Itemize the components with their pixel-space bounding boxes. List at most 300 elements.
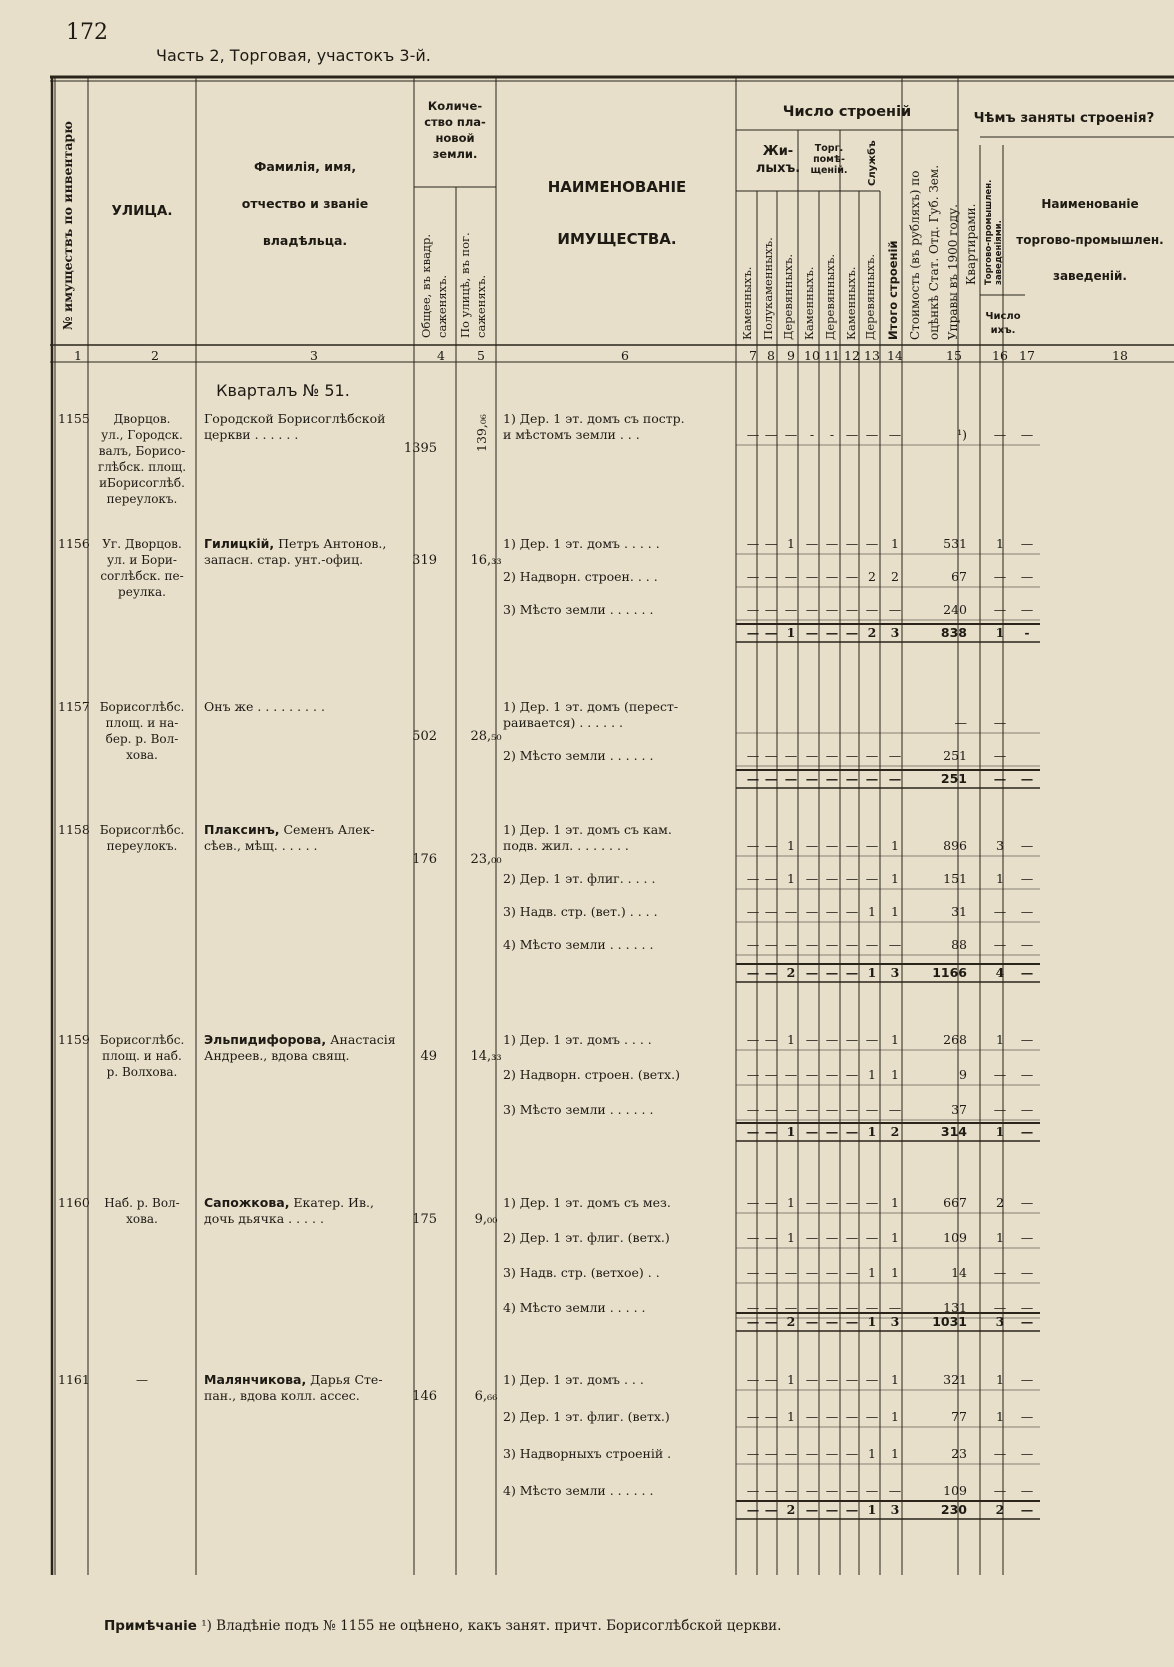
item-name: 4) Мѣсто земли . . . . . . xyxy=(503,937,654,952)
record-owner: пан., вдова колл. ассес. xyxy=(204,1388,360,1403)
item-cell: 1 xyxy=(891,1230,899,1245)
item-cell: — xyxy=(764,748,778,763)
item-cell: — xyxy=(845,1102,859,1117)
total-cell: — xyxy=(993,771,1007,786)
record-area: 502 xyxy=(412,729,437,744)
item-cell: — xyxy=(764,1265,778,1280)
item-cell: — xyxy=(993,1102,1007,1117)
item-cell: — xyxy=(784,1446,798,1461)
record-street: Борисоглѣбс. xyxy=(99,700,185,714)
total-cell: 3 xyxy=(890,1502,900,1517)
total-cell: — xyxy=(888,771,902,786)
item-cell: — xyxy=(865,937,879,952)
total-cell: — xyxy=(746,1314,760,1329)
item-cell: ¹) xyxy=(957,427,967,442)
item-name: 2) Дер. 1 эт. флиг. (ветх.) xyxy=(503,1230,670,1245)
item-cell: — xyxy=(865,838,879,853)
record-street: Уг. Дворцов. xyxy=(102,537,182,551)
header-torg: помѣ- xyxy=(813,154,845,165)
total-cell: 1 xyxy=(995,1124,1005,1139)
item-cell: — xyxy=(845,1446,859,1461)
item-name: 4) Мѣсто земли . . . . . xyxy=(503,1300,646,1315)
total-cell: — xyxy=(805,1502,819,1517)
item-cell: — xyxy=(805,602,819,617)
item-cell: — xyxy=(764,1483,778,1498)
total-cell: 2 xyxy=(890,1124,900,1139)
item-cell: — xyxy=(825,569,839,584)
item-cell: 2 xyxy=(891,569,899,584)
total-cell: — xyxy=(805,1314,819,1329)
item-cell: — xyxy=(746,427,760,442)
record-owner: дочь дьячка . . . . . xyxy=(204,1211,324,1226)
header-c15: оцѣнкѣ Стат. Отд. Губ. Зем. xyxy=(927,164,941,340)
item-cell: 1 xyxy=(891,1265,899,1280)
record-owner: Сапожкова, Екатер. Ив., xyxy=(204,1195,374,1210)
item-cell: — xyxy=(764,569,778,584)
item-cell: — xyxy=(746,1372,760,1387)
item-cell: — xyxy=(993,1483,1007,1498)
item-cell: — xyxy=(1020,1372,1034,1387)
record-street: соглѣбск. пе- xyxy=(100,569,184,583)
item-cell: — xyxy=(1020,1102,1034,1117)
header-torg: щеній. xyxy=(810,165,848,176)
total-cell: — xyxy=(764,625,778,640)
total-cell: — xyxy=(845,771,859,786)
total-cell: 1 xyxy=(867,965,877,980)
total-cell: — xyxy=(764,1502,778,1517)
item-cell: — xyxy=(825,1409,839,1424)
item-cell: — xyxy=(993,1067,1007,1082)
item-cell: — xyxy=(865,536,879,551)
item-cell: — xyxy=(764,536,778,551)
item-cell: 1 xyxy=(891,1195,899,1210)
item-cell: 77 xyxy=(951,1409,967,1424)
item-cell: — xyxy=(746,1032,760,1047)
item-cell: — xyxy=(784,602,798,617)
item-cell: 1 xyxy=(891,871,899,886)
record-frontage: 139,₀₆ xyxy=(474,414,489,452)
item-cell: — xyxy=(784,569,798,584)
total-cell: — xyxy=(865,771,879,786)
item-cell: — xyxy=(746,1483,760,1498)
item-cell: 109 xyxy=(943,1230,967,1245)
total-cell: — xyxy=(764,771,778,786)
total-cell: - xyxy=(1024,625,1030,640)
item-cell: — xyxy=(746,569,760,584)
item-cell: — xyxy=(845,1300,859,1315)
total-cell: — xyxy=(845,965,859,980)
total-cell: 1 xyxy=(786,1124,796,1139)
header-buildings: Число строеній xyxy=(782,104,912,120)
header-c1: № имуществъ по инвентарю xyxy=(60,121,75,330)
item-cell: — xyxy=(746,838,760,853)
header-c17: заведеніями. xyxy=(994,220,1004,285)
item-cell: 3 xyxy=(996,838,1004,853)
total-cell: 1 xyxy=(867,1314,877,1329)
item-cell: — xyxy=(784,427,798,442)
item-name: 3) Мѣсто земли . . . . . . xyxy=(503,1102,654,1117)
total-cell: — xyxy=(1020,1124,1034,1139)
total-cell: — xyxy=(746,1124,760,1139)
item-cell: — xyxy=(993,1300,1007,1315)
record-owner: церкви . . . . . . xyxy=(204,427,299,442)
header-c5: По улицѣ, въ пог. xyxy=(458,232,472,338)
item-cell: — xyxy=(1020,904,1034,919)
header-c8: Полукаменныхъ. xyxy=(761,237,775,340)
item-cell: — xyxy=(746,1446,760,1461)
total-cell: 4 xyxy=(995,965,1005,980)
item-cell: — xyxy=(865,1409,879,1424)
item-cell: 667 xyxy=(943,1195,967,1210)
item-cell: — xyxy=(993,748,1007,763)
item-cell: — xyxy=(993,937,1007,952)
total-cell: 3 xyxy=(890,1314,900,1329)
item-cell: 240 xyxy=(943,602,967,617)
item-cell: — xyxy=(825,838,839,853)
item-cell: — xyxy=(764,937,778,952)
record-street: Борисоглѣбс. xyxy=(99,823,185,837)
record-area: 146 xyxy=(412,1389,437,1404)
record-street: бер. р. Вол- xyxy=(105,732,179,746)
record-owner: Плаксинъ, Семенъ Алек- xyxy=(204,822,375,837)
item-cell: — xyxy=(764,1032,778,1047)
item-cell: — xyxy=(865,1195,879,1210)
item-cell: — xyxy=(865,427,879,442)
total-cell: — xyxy=(805,1124,819,1139)
record-street: глѣбск. площ. xyxy=(97,460,187,474)
record-frontage: 9,₀₀ xyxy=(474,1212,498,1227)
item-cell: — xyxy=(888,937,902,952)
item-cell: — xyxy=(805,1265,819,1280)
total-cell: — xyxy=(825,771,839,786)
record-street: валъ, Борисо- xyxy=(98,444,186,458)
total-cell: — xyxy=(746,965,760,980)
header-c15: Стоимость (въ рубляхъ) по xyxy=(908,170,922,340)
item-cell: — xyxy=(1020,1446,1034,1461)
total-cell: — xyxy=(805,625,819,640)
item-cell: — xyxy=(845,1409,859,1424)
footnote-text: ¹) Владѣніе подъ № 1155 не оцѣнено, какъ занят. причт. Борисоглѣбской церкви. xyxy=(201,1618,782,1634)
item-cell: — xyxy=(845,748,859,763)
item-name: подв. жил. . . . . . . . xyxy=(503,838,629,853)
header-sluzh: Службъ xyxy=(867,140,878,186)
item-cell: — xyxy=(825,1265,839,1280)
item-cell: — xyxy=(865,1102,879,1117)
record-number: 1156 xyxy=(58,536,90,551)
column-number: 10 xyxy=(804,348,820,363)
item-cell: 1 xyxy=(868,1265,876,1280)
total-cell: — xyxy=(1020,771,1034,786)
total-cell: — xyxy=(845,1502,859,1517)
record-number: 1157 xyxy=(58,699,90,714)
item-cell: 251 xyxy=(943,748,967,763)
item-cell: — xyxy=(845,1483,859,1498)
total-cell: — xyxy=(825,1314,839,1329)
record-street: — xyxy=(136,1373,148,1387)
item-cell: — xyxy=(825,1032,839,1047)
item-cell: — xyxy=(746,602,760,617)
total-cell: 3 xyxy=(890,625,900,640)
item-cell: 151 xyxy=(943,871,967,886)
item-cell: — xyxy=(746,904,760,919)
record-frontage: 23,₀₀ xyxy=(470,852,502,867)
total-cell: — xyxy=(845,1314,859,1329)
total-cell: — xyxy=(825,1124,839,1139)
column-number: 18 xyxy=(1112,348,1128,363)
item-cell: — xyxy=(888,427,902,442)
record-frontage: 28,₅₀ xyxy=(470,729,502,744)
item-cell: — xyxy=(746,1409,760,1424)
item-cell: — xyxy=(764,602,778,617)
item-cell: — xyxy=(764,838,778,853)
column-number: 16 xyxy=(992,348,1008,363)
item-cell: — xyxy=(825,602,839,617)
item-cell: 1 xyxy=(787,838,795,853)
item-cell: 896 xyxy=(943,838,967,853)
total-cell: — xyxy=(746,1502,760,1517)
total-cell: — xyxy=(1020,965,1034,980)
item-name: 4) Мѣсто земли . . . . . . xyxy=(503,1483,654,1498)
footnote-label: Примѣчаніе xyxy=(104,1618,197,1634)
header-c2: УЛИЦА. xyxy=(111,203,173,219)
record-number: 1155 xyxy=(58,411,90,426)
record-street: Дворцов. xyxy=(113,412,171,426)
item-cell: 1 xyxy=(868,1067,876,1082)
column-number: 3 xyxy=(310,348,318,363)
total-cell: — xyxy=(1020,1502,1034,1517)
record-owner: Гилицкій, Петръ Антонов., xyxy=(204,536,387,551)
item-name: 2) Надворн. строен. (ветх.) xyxy=(503,1067,680,1082)
header-c6: ИМУЩЕСТВА. xyxy=(557,230,677,248)
footnote xyxy=(104,1618,781,1634)
total-cell: 3 xyxy=(995,1314,1005,1329)
header-c10: Каменныхъ. xyxy=(802,266,816,340)
item-cell: — xyxy=(1020,1483,1034,1498)
total-cell: — xyxy=(784,771,798,786)
header-c18: торгово-промышлен. xyxy=(1016,233,1164,247)
total-cell: 314 xyxy=(940,1124,967,1139)
item-cell: — xyxy=(888,1102,902,1117)
item-cell: — xyxy=(764,1102,778,1117)
header-count: ихъ. xyxy=(990,325,1016,336)
item-cell: — xyxy=(805,1300,819,1315)
header-c5: саженяхъ. xyxy=(474,274,488,338)
item-cell: 1 xyxy=(787,1230,795,1245)
item-cell: — xyxy=(746,871,760,886)
item-cell: — xyxy=(1020,871,1034,886)
item-cell: — xyxy=(746,1265,760,1280)
item-name: 2) Надворн. строен. . . . xyxy=(503,569,658,584)
item-cell: — xyxy=(954,715,967,730)
column-number: 15 xyxy=(946,348,962,363)
item-cell: — xyxy=(746,536,760,551)
column-number: 6 xyxy=(621,348,629,363)
item-cell: — xyxy=(764,871,778,886)
column-number: 8 xyxy=(767,348,775,363)
record-street: реулка. xyxy=(118,585,166,599)
total-cell: 1166 xyxy=(932,965,967,980)
item-cell: — xyxy=(825,871,839,886)
record-street: площ. и наб. xyxy=(102,1049,182,1063)
item-cell: 1 xyxy=(891,838,899,853)
item-cell: — xyxy=(865,1483,879,1498)
item-cell: — xyxy=(825,937,839,952)
item-cell: — xyxy=(845,1032,859,1047)
total-cell: — xyxy=(1020,1314,1034,1329)
total-cell: — xyxy=(825,965,839,980)
item-cell: — xyxy=(1020,427,1034,442)
header-c11: Деревянныхъ. xyxy=(823,254,837,340)
header-c17: Торгово-промышлен. xyxy=(984,179,994,285)
item-cell: — xyxy=(746,1102,760,1117)
item-cell: — xyxy=(764,1300,778,1315)
total-cell: 2 xyxy=(995,1502,1005,1517)
total-cell: 1 xyxy=(867,1124,877,1139)
item-cell: — xyxy=(845,937,859,952)
item-cell: — xyxy=(993,602,1007,617)
block-title: Кварталъ № 51. xyxy=(216,381,350,400)
item-cell: - xyxy=(809,427,815,442)
item-name: 1) Дер. 1 эт. домъ съ постр. xyxy=(503,411,685,426)
item-cell: — xyxy=(845,1230,859,1245)
column-number: 4 xyxy=(437,348,445,363)
item-name: 1) Дер. 1 эт. домъ . . . xyxy=(503,1372,644,1387)
item-name: 1) Дер. 1 эт. домъ съ кам. xyxy=(503,822,672,837)
total-cell: 2 xyxy=(786,965,796,980)
record-number: 1158 xyxy=(58,822,90,837)
item-cell: — xyxy=(805,748,819,763)
item-cell: — xyxy=(1020,838,1034,853)
record-area: 49 xyxy=(420,1049,437,1064)
item-cell: — xyxy=(805,1102,819,1117)
header-land: ство пла- xyxy=(424,115,486,129)
item-cell: — xyxy=(805,838,819,853)
item-cell: — xyxy=(805,1372,819,1387)
item-cell: — xyxy=(805,569,819,584)
item-cell: — xyxy=(888,1300,902,1315)
total-cell: 251 xyxy=(940,771,967,786)
header-c3: владѣльца. xyxy=(262,233,348,248)
total-cell: — xyxy=(764,1314,778,1329)
item-name: 3) Мѣсто земли . . . . . . xyxy=(503,602,654,617)
record-street: иБорисоглѣб. xyxy=(99,476,185,490)
item-cell: — xyxy=(1020,1195,1034,1210)
record-owner: Онъ же . . . . . . . . . xyxy=(204,699,325,714)
item-cell: 1 xyxy=(787,1032,795,1047)
total-cell: — xyxy=(746,771,760,786)
item-cell: — xyxy=(805,937,819,952)
item-cell: — xyxy=(784,1067,798,1082)
item-cell: — xyxy=(993,715,1007,730)
item-name: 2) Дер. 1 эт. флиг. . . . . xyxy=(503,871,656,886)
record-number: 1160 xyxy=(58,1195,90,1210)
total-cell: 1 xyxy=(867,1502,877,1517)
item-cell: — xyxy=(845,838,859,853)
total-cell: — xyxy=(845,1124,859,1139)
item-cell: 1 xyxy=(891,1067,899,1082)
item-cell: - xyxy=(829,427,835,442)
item-cell: — xyxy=(805,871,819,886)
item-cell: — xyxy=(825,1300,839,1315)
record-street: хова. xyxy=(126,1212,158,1226)
header-c15: Управы въ 1900 году. xyxy=(946,204,960,340)
item-cell: — xyxy=(1020,569,1034,584)
record-frontage: 6,₆₆ xyxy=(474,1389,498,1404)
item-cell: 1 xyxy=(891,536,899,551)
header-land: Количе- xyxy=(427,99,483,113)
item-cell: — xyxy=(845,1195,859,1210)
record-street: р. Волхова. xyxy=(106,1065,178,1079)
item-cell: — xyxy=(1020,1032,1034,1047)
item-cell: — xyxy=(1020,1230,1034,1245)
item-cell: — xyxy=(764,1409,778,1424)
item-cell: 1 xyxy=(891,1409,899,1424)
item-cell: — xyxy=(865,1372,879,1387)
record-street: переулокъ. xyxy=(106,492,178,506)
item-cell: — xyxy=(784,937,798,952)
item-name: 1) Дер. 1 эт. домъ (перест- xyxy=(503,699,679,714)
header-c13: Деревянныхъ. xyxy=(863,254,877,340)
item-cell: 2 xyxy=(868,569,876,584)
total-cell: 1031 xyxy=(932,1314,967,1329)
item-cell: — xyxy=(993,904,1007,919)
item-name: раивается) . . . . . . xyxy=(503,715,624,730)
total-cell: 3 xyxy=(890,965,900,980)
item-cell: — xyxy=(845,569,859,584)
item-cell: — xyxy=(825,1446,839,1461)
item-cell: 1 xyxy=(996,871,1004,886)
item-name: 3) Надв. стр. (ветхое) . . xyxy=(503,1265,660,1280)
item-cell: — xyxy=(805,904,819,919)
item-cell: 268 xyxy=(943,1032,967,1047)
record-area: 1395 xyxy=(403,441,437,456)
item-cell: — xyxy=(805,1483,819,1498)
item-cell: — xyxy=(1020,536,1034,551)
record-street: ул. и Бори- xyxy=(107,553,177,567)
item-cell: — xyxy=(746,937,760,952)
header-c12: Каменныхъ. xyxy=(844,266,858,340)
total-cell: — xyxy=(825,1502,839,1517)
item-cell: — xyxy=(764,1372,778,1387)
record-owner: Городской Борисоглѣбской xyxy=(204,411,386,426)
item-cell: — xyxy=(746,1230,760,1245)
item-cell: 23 xyxy=(951,1446,967,1461)
item-cell: 1 xyxy=(891,1372,899,1387)
record-street: ул., Городск. xyxy=(101,428,183,442)
item-cell: — xyxy=(865,602,879,617)
item-cell: — xyxy=(865,1032,879,1047)
item-cell: — xyxy=(784,748,798,763)
total-cell: — xyxy=(764,965,778,980)
item-cell: — xyxy=(993,1446,1007,1461)
item-cell: — xyxy=(845,871,859,886)
header-c16: Квартирами. xyxy=(964,203,978,285)
item-cell: — xyxy=(764,1230,778,1245)
item-cell: — xyxy=(993,427,1007,442)
record-street: переулокъ. xyxy=(106,839,178,853)
item-cell: — xyxy=(993,569,1007,584)
record-street: Борисоглѣбс. xyxy=(99,1033,185,1047)
item-cell: — xyxy=(1020,937,1034,952)
item-cell: — xyxy=(845,427,859,442)
item-cell: — xyxy=(1020,1067,1034,1082)
column-number: 5 xyxy=(477,348,485,363)
item-cell: — xyxy=(1020,1409,1034,1424)
record-number: 1161 xyxy=(58,1372,90,1387)
item-cell: — xyxy=(805,1409,819,1424)
item-cell: 1 xyxy=(891,1032,899,1047)
item-cell: 1 xyxy=(868,1446,876,1461)
